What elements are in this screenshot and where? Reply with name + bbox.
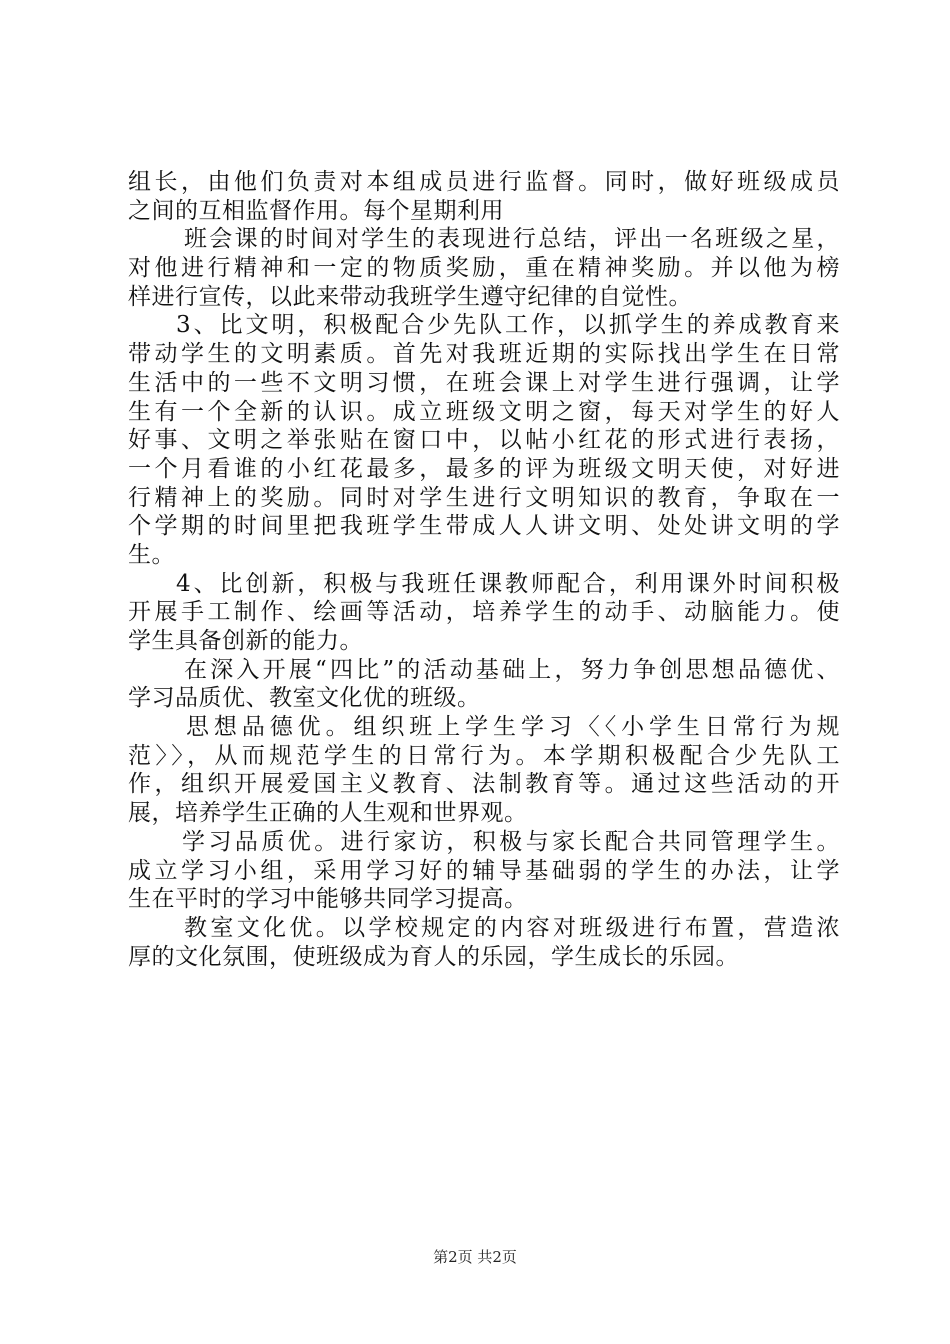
- text-line: 范〉〉，从而规范学生的日常行为。本学期积极配合少先队工: [128, 742, 840, 769]
- document-body: [128, 168, 840, 971]
- text-line: 对他进行精神和一定的物质奖励，重在精神奖励。并以他为榜: [128, 255, 840, 282]
- text-line: 厚的文化氛围，使班级成为育人的乐园，学生成长的乐园。: [128, 943, 739, 970]
- text-line: 学生具备创新的能力。: [128, 628, 363, 654]
- text-line: 一个月看谁的小红花最多，最多的评为班级文明天使，对好进: [128, 455, 840, 482]
- text-line: 生活中的一些不文明习惯，在班会课上对学生进行强调，让学: [128, 369, 840, 396]
- text-line: 作，组织开展爱国主义教育、法制教育等。通过这些活动的开: [128, 771, 840, 798]
- page-footer: 第2页 共2页: [433, 1248, 517, 1266]
- text-line: 教室文化优。以学校规定的内容对班级进行布置，营造浓: [184, 914, 840, 941]
- text-line: 个学期的时间里把我班学生带成人人讲文明、处处讲文明的学: [128, 513, 840, 540]
- text-line: 成立学习小组，采用学习好的辅导基础弱的学生的办法，让学: [128, 857, 840, 884]
- text-line: 好事、文明之举张贴在窗口中，以帖小红花的形式进行表扬，: [128, 427, 840, 454]
- text-line: 学习品质优、教室文化优的班级。: [128, 685, 481, 712]
- text-line: 带动学生的文明素质。首先对我班近期的实际找出学生在日常: [128, 341, 840, 368]
- text-line: 样进行宣传，以此来带动我班学生遵守纪律的自觉性。: [128, 283, 692, 310]
- text-line: 学习品质优。进行家访，积极与家长配合共同管理学生。: [182, 828, 840, 855]
- text-line: 在深入开展“四比”的活动基础上，努力争创思想品德优、: [184, 656, 840, 683]
- text-line: 行精神上的奖励。同时对学生进行文明知识的教育，争取在一: [128, 484, 840, 511]
- text-line: 4、比创新，积极与我班任课教师配合，利用课外时间积极: [176, 570, 840, 597]
- text-line: 思想品德优。组织班上学生学习〈〈小学生日常行为规: [186, 714, 840, 741]
- text-line: 组长，由他们负责对本组成员进行监督。同时，做好班级成员: [128, 169, 840, 195]
- text-line: 生在平时的学习中能够共同学习提高。: [128, 886, 528, 913]
- text-line: 展，培养学生正确的人生观和世界观。: [128, 800, 528, 827]
- text-line: 开展手工制作、绘画等活动，培养学生的动手、动脑能力。使: [128, 599, 840, 626]
- text-line: 3、比文明，积极配合少先队工作，以抓学生的养成教育来: [176, 312, 840, 339]
- text-line: 生。: [128, 541, 175, 568]
- text-line: 之间的互相监督作用。每个星期利用: [128, 197, 504, 224]
- text-line: 班会课的时间对学生的表现进行总结，评出一名班级之星，: [184, 226, 840, 253]
- text-line: 生有一个全新的认识。成立班级文明之窗，每天对学生的好人: [128, 398, 840, 425]
